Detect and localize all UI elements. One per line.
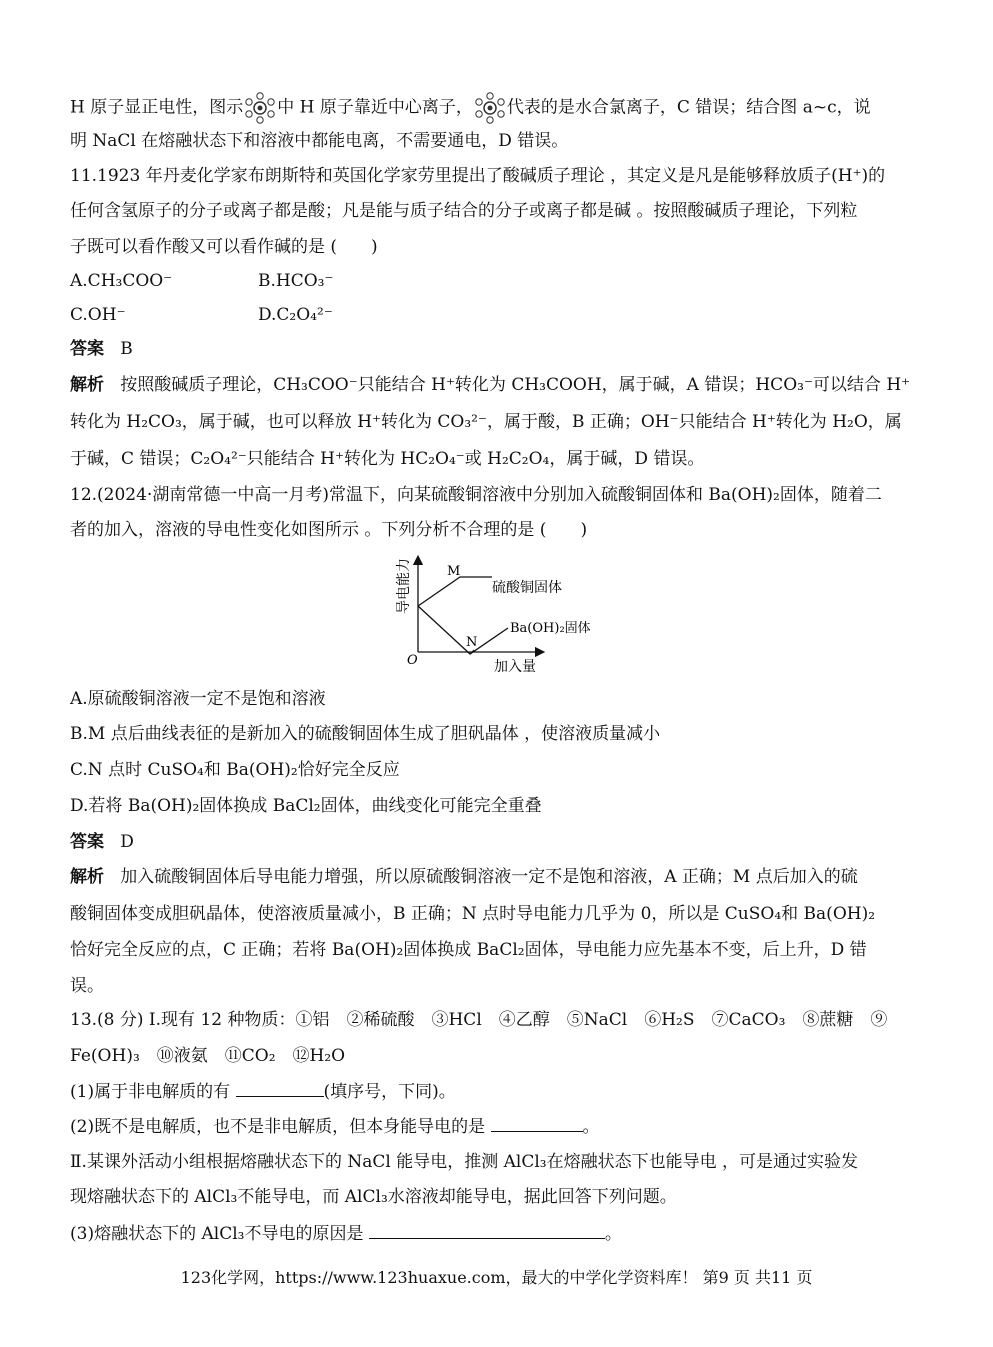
q13-stem: 13.(8 分) Ⅰ.现有 12 种物质：①铝 ②稀硫酸 ③HCl ④乙醇 ⑤NaCl ⑥H₂S ⑦CaCO₃ ⑧蔗糖 ⑨ [70, 1010, 888, 1030]
q11-option-a: A.CH₃COO⁻ [70, 271, 173, 291]
subquestion-text: (1)属于非电解质的有 [70, 1082, 231, 1102]
subquestion-text: 。 [582, 1117, 600, 1137]
q11-answer [70, 338, 915, 360]
conductivity-graph [390, 550, 610, 680]
q11-stem: 任何含氢原子的分子或离子都是酸；凡是能与质子结合的分子或离子都是碱 。按照酸碱质子理论，下列粒 [70, 201, 858, 221]
q12-option-b: B.M 点后曲线表征的是新加入的硫酸铜固体生成了胆矾晶体 ，使溶液质量减小 [70, 724, 661, 744]
q11-explanation: 于碱，C 错误；C₂O₄²⁻只能结合 H⁺转化为 HC₂O₄⁻或 H₂C₂O₄，属于碱，D 错误。 [70, 449, 705, 469]
q12-explanation: 恰好完全反应的点，C 正确；若将 Ba(OH)₂固体换成 BaCl₂固体，导电能力应先基本不变，后上升，D 错 [70, 940, 867, 960]
barium-hydroxide-curve [418, 606, 508, 654]
point-m-label: M [447, 564, 461, 579]
q13-part2-stem: 现熔融状态下的 AlCl₃不能导电，而 AlCl₃水溶液却能导电，据此回答下列问题。 [70, 1187, 677, 1207]
origin-label: O [407, 653, 418, 668]
text-segment: 中 H 原子靠近中心离子， [277, 97, 473, 118]
q11-explanation: 转化为 H₂CO₃，属于碱，也可以释放 H⁺转化为 CO₃²⁻，属于酸，B 正确；OH⁻只能结合 H⁺转化为 H₂O，属 [70, 412, 902, 432]
hydrated-ion-icon [245, 92, 275, 124]
hydrated-chloride-ion-icon [475, 92, 505, 124]
q13-subquestion-2 [70, 1115, 915, 1138]
answer-label: 答案 [70, 832, 104, 852]
series-label-copper-sulfate: 硫酸铜固体 [492, 580, 562, 596]
q12-option-a: A.原硫酸铜溶液一定不是饱和溶液 [70, 689, 326, 709]
q11-stem: 子既可以看作酸又可以看作碱的是 ( ) [70, 237, 378, 257]
q12-option-c: C.N 点时 CuSO₄和 Ba(OH)₂恰好完全反应 [70, 760, 400, 780]
q11-option-c: C.OH⁻ [70, 305, 126, 325]
answer-label: 答案 [70, 339, 104, 359]
q11-option-b: B.HCO₃⁻ [258, 271, 334, 291]
q12-explanation: 酸铜固体变成胆矾晶体，使溶液质量减小，B 正确；N 点时导电能力几乎为 0，所以是 CuSO₄和 Ba(OH)₂ [70, 904, 876, 924]
answer-value: D [120, 832, 134, 852]
text-segment: 代表的是水合氯离子，C 错误；结合图 a~c，说 [506, 97, 871, 118]
q11-option-d: D.C₂O₄²⁻ [258, 305, 333, 325]
answer-blank[interactable] [236, 1080, 324, 1097]
subquestion-text: 。 [604, 1224, 622, 1244]
answer-blank[interactable] [369, 1222, 605, 1239]
y-axis-label: 导电能力 [396, 558, 412, 614]
explanation-label: 解析 [70, 375, 104, 395]
page-footer: 123化学网，https://www.123huaxue.com，最大的中学化学资料库！ 第9 页 共11 页 [180, 1268, 813, 1287]
subquestion-text: (2)既不是电解质，也不是非电解质，但本身能导电的是 [70, 1117, 486, 1137]
subquestion-text: (3)熔融状态下的 AlCl₃不导电的原因是 [70, 1224, 364, 1244]
q11-explanation [70, 374, 915, 396]
q12-stem: 12.(2024·湖南常德一中高一月考)常温下，向某硫酸铜溶液中分别加入硫酸铜固体和 Ba(OH)₂固体，随着二 [70, 485, 882, 505]
q13-part2-stem: Ⅱ.某课外活动小组根据熔融状态下的 NaCl 能导电，推测 AlCl₃在熔融状态下也能导电 ，可是通过实验发 [70, 1152, 858, 1172]
q12-option-d: D.若将 Ba(OH)₂固体换成 BaCl₂固体，曲线变化可能完全重叠 [70, 796, 542, 816]
explanation-text: 按照酸碱质子理论，CH₃COO⁻只能结合 H⁺转化为 CH₃COOH，属于碱，A 错误；HCO₃⁻可以结合 H⁺ [120, 375, 911, 395]
subquestion-text: (填序号，下同)。 [323, 1082, 456, 1102]
q11-stem: 11.1923 年丹麦化学家布朗斯特和英国化学家劳里提出了酸碱质子理论 ，其定义是凡是能够释放质子(H⁺)的 [70, 166, 886, 186]
text-line: 明 NaCl 在熔融状态下和溶液中都能电离，不需要通电，D 错误。 [70, 131, 569, 151]
text-segment: H 原子显正电性，图示 [70, 97, 244, 118]
q12-explanation [70, 866, 915, 888]
q12-answer [70, 831, 915, 853]
series-label-barium-hydroxide: Ba(OH)₂固体 [510, 621, 591, 636]
x-axis-label: 加入量 [494, 659, 536, 675]
q12-stem: 者的加入，溶液的导电性变化如图所示 。下列分析不合理的是 ( ) [70, 520, 588, 540]
text-line [70, 92, 915, 124]
answer-blank[interactable] [491, 1115, 583, 1132]
q13-subquestion-3 [70, 1222, 915, 1245]
copper-sulfate-curve [418, 577, 492, 606]
answer-value: B [120, 339, 133, 359]
q13-stem: Fe(OH)₃ ⑩液氨 ⑪CO₂ ⑫H₂O [70, 1046, 346, 1066]
explanation-label: 解析 [70, 867, 104, 887]
explanation-text: 加入硫酸铜固体后导电能力增强，所以原硫酸铜溶液一定不是饱和溶液，A 正确；M 点后加入的硫 [120, 867, 858, 887]
point-n-label: N [466, 635, 478, 650]
q12-explanation: 误。 [70, 976, 104, 996]
q13-subquestion-1 [70, 1080, 915, 1103]
